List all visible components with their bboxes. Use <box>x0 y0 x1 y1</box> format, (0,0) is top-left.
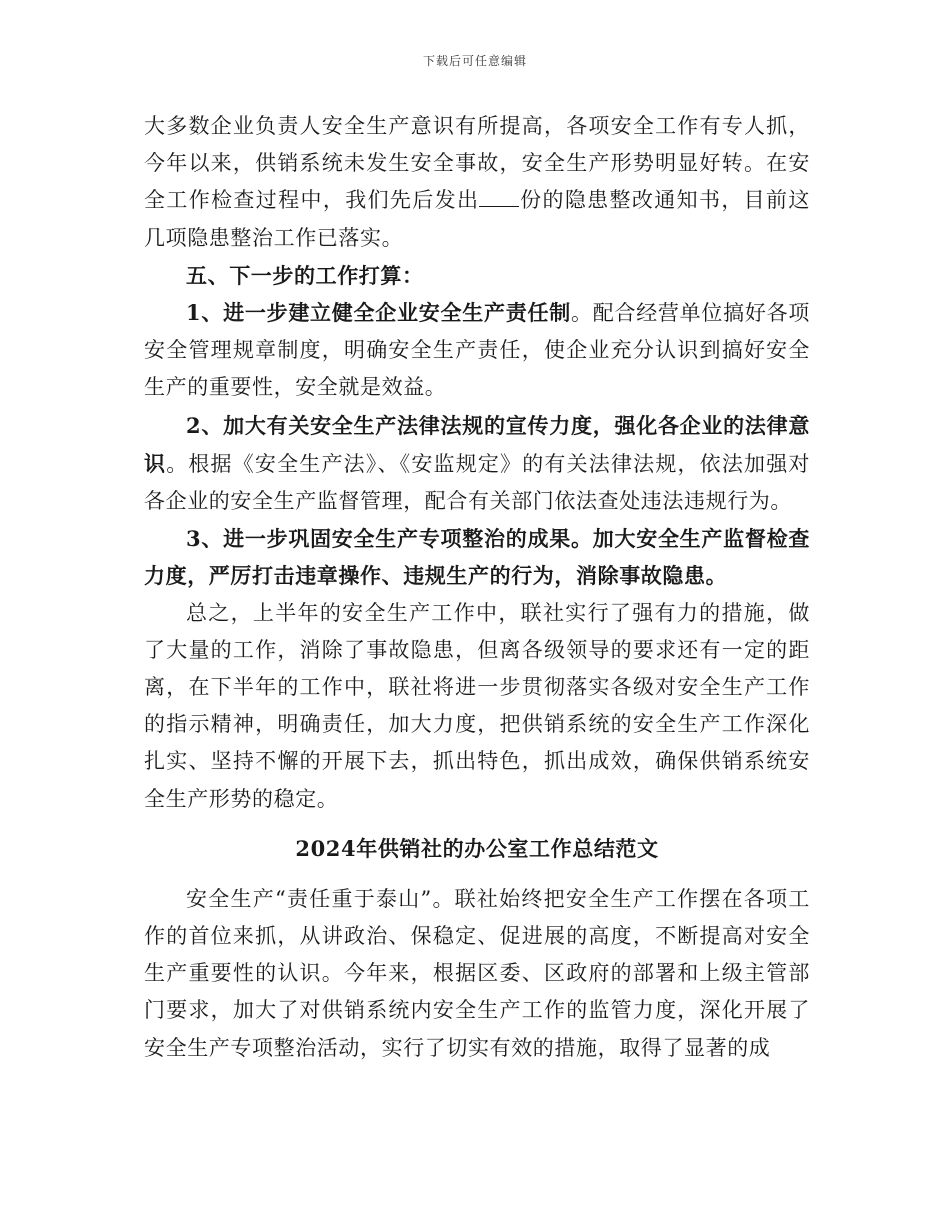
list-item-2-lead: 2、加大有关安全生产法律法规的宣传力度，强化各企业的法律意识 <box>144 412 810 476</box>
document-body <box>144 108 810 1067</box>
paragraph-text: 大多数企业负责人安全生产意识有所提高，各项安全工作有专人抓，今年以来，供销系统未发生安全事故，安全生产形势明显好转。在安全工作检查过程中，我们先后发出 <box>144 114 810 213</box>
paragraph-text: 份的隐患整改通知书，目前这几项隐患整治工作已落实。 <box>144 188 810 250</box>
paragraph-safety-progress <box>144 108 810 257</box>
paragraph-intro: 安全生产“责任重于泰山”。联社始终把安全生产工作摆在各项工作的首位来抓，从讲政治、保稳定、促进展的高度，不断提高对安全生产重要性的认识。今年来，根据区委、区政府的部署和上级主管部门要求，加大了对供销系统内安全生产工作的监管力度，深化开展了安全生产专项整治活动，实行了切实有效的措施，取得了显著的成 <box>144 886 810 1060</box>
document-title: 2024年供销社的办公室工作总结范文 <box>295 835 659 861</box>
list-item-2 <box>144 407 810 521</box>
list-item-2-text: 。根据《安全生产法》、《安监规定》的有关法律法规，依法加强对各企业的安全生产监督管理，配合有关部门依法查处违法违规行为。 <box>144 451 810 514</box>
fill-in-blank <box>479 188 519 207</box>
list-item-1-text: 。配合经营单位搞好各项安全管理规章制度，明确安全生产责任，使企业充分认识到搞好安全生产的重要性，安全就是效益。 <box>144 301 810 400</box>
list-item-3: 3、进一步巩固安全生产专项整治的成果。加大安全生产监督检查力度，严厉打击违章操作、违规生产的行为，消除事故隐患。 <box>144 526 810 589</box>
list-item-1 <box>144 294 810 407</box>
paragraph-summary: 总之，上半年的安全生产工作中，联社实行了强有力的措施，做了大量的工作，消除了事故隐患，但离各级领导的要求还有一定的距离，在下半年的工作中，联社将进一步贯彻落实各级对安全生产工作的指示精神，明确责任，加大力度，把供销系统的安全生产工作深化扎实、坚持不懈的开展下去，抓出特色，抓出成效，确保供销系统安全生产形势的稳定。 <box>144 600 810 811</box>
page-header-note: 下载后可任意编辑 <box>422 54 527 68</box>
section-heading-next-steps: 五、下一步的工作打算： <box>186 262 424 288</box>
list-item-1-lead: 1、进一步建立健全企业安全生产责任制 <box>186 300 571 326</box>
